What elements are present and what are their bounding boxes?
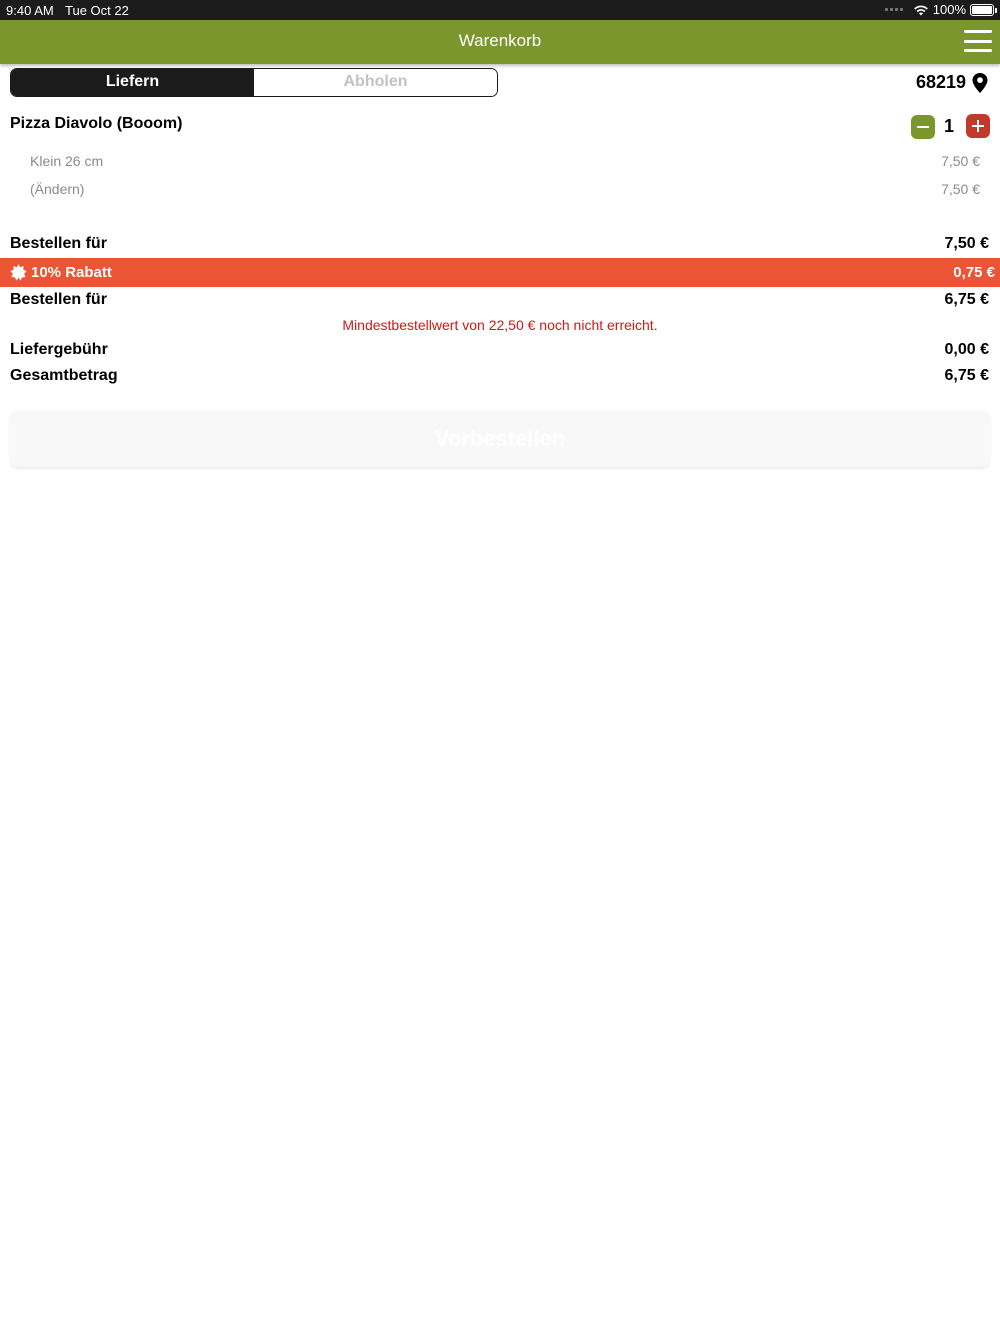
total-label: Gesamtbetrag <box>10 367 118 384</box>
order-for-after-discount-label: Bestellen für <box>10 291 107 308</box>
wifi-icon <box>913 4 929 16</box>
decrease-quantity-button[interactable] <box>911 115 935 139</box>
discount-value: 0,75 € <box>953 264 995 281</box>
discount-row <box>0 258 1000 287</box>
order-for-value: 7,50 € <box>944 235 989 252</box>
item-size-price: 7,50 € <box>941 153 980 169</box>
increase-quantity-button[interactable] <box>966 114 990 138</box>
status-time: 9:40 AM <box>6 3 54 18</box>
tab-abholen[interactable]: Abholen <box>254 69 497 96</box>
status-indicators <box>885 2 994 17</box>
preorder-button[interactable]: Vorbestellen <box>10 410 990 467</box>
order-for-label: Bestellen für <box>10 235 107 252</box>
status-bar <box>0 0 1000 20</box>
delivery-fee-value: 0,00 € <box>944 341 989 358</box>
status-date: Tue Oct 22 <box>65 3 129 18</box>
battery-fill <box>972 6 992 14</box>
discount-label: 10% Rabatt <box>31 264 112 281</box>
item-size-label: Klein 26 cm <box>30 153 104 169</box>
quantity-value: 1 <box>944 116 955 136</box>
nav-bar <box>0 20 1000 64</box>
order-for-after-discount-value: 6,75 € <box>944 291 989 308</box>
map-pin-icon[interactable] <box>972 73 988 93</box>
battery-percent: 100% <box>932 2 966 17</box>
hamburger-menu-icon[interactable] <box>964 30 992 52</box>
item-change-link[interactable]: (Ändern) <box>30 181 85 197</box>
battery-icon <box>970 4 994 16</box>
tab-liefern[interactable]: Liefern <box>11 69 254 96</box>
min-order-warning: Mindestbestellwert von 22,50 € noch nicht erreicht. <box>342 317 658 333</box>
item-change-price: 7,50 € <box>941 181 980 197</box>
delivery-mode-toggle <box>10 68 498 97</box>
badge-star-icon <box>10 264 27 281</box>
total-value: 6,75 € <box>944 367 989 384</box>
cart-item-name: Pizza Diavolo (Booom) <box>10 115 183 132</box>
delivery-fee-label: Liefergebühr <box>10 341 108 358</box>
cellular-dots-icon <box>885 8 903 11</box>
page-title: Warenkorb <box>458 31 542 50</box>
zip-code[interactable]: 68219 <box>915 72 966 92</box>
